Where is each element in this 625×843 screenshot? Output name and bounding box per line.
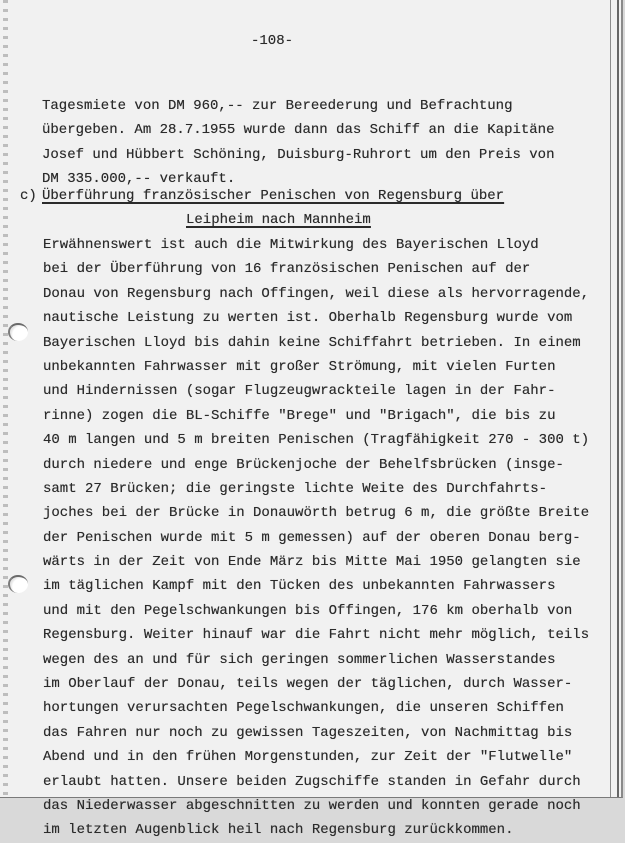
text-line: Josef und Hübbert Schöning, Duisburg-Ruhrort um den Preis von [42, 146, 555, 163]
text-line: samt 27 Brücken; die geringste lichte Weite des Durchfahrts- [43, 480, 548, 497]
text-line: rinne) zogen die BL-Schiffe "Brege" und "Brigach", die bis zu [43, 407, 556, 424]
text-line: Tagesmiete von DM 960,-- zur Bereederung und Befrachtung [42, 98, 513, 114]
section-marker: c) [20, 188, 37, 204]
text-line: DM 335.000,-- verkauft. [42, 171, 236, 188]
text-line: der Penischen wurde mit 5 m gemessen) auf der oberen Donau berg- [43, 529, 581, 546]
page-left-edge [3, 0, 8, 797]
text-line: nautische Leistung zu werten ist. Oberhalb Regensburg wurde vom [43, 310, 573, 327]
text-line: das Niederwasser abgeschnitten zu werden und konnten gerade noch [43, 797, 581, 814]
page-right-edge [617, 0, 619, 797]
text-line: übergeben. Am 28.7.1955 wurde dann das Schiff an die Kapitäne [42, 122, 555, 139]
punch-hole [8, 575, 28, 593]
paragraph-body [43, 233, 589, 843]
page-number: -108- [251, 33, 294, 49]
paragraph-intro [42, 94, 554, 192]
page-right-edge-line [610, 0, 611, 797]
text-line: Donau von Regensburg nach Offingen, weil diese als hervorragende, [43, 285, 590, 302]
text-line: und Hindernissen (sogar Flugzeugwrackteile lagen in der Fahr- [43, 383, 556, 400]
text-line: Regensburg. Weiter hinauf war die Fahrt nicht mehr möglich, teils [43, 627, 590, 644]
text-line: und mit den Pegelschwankungen bis Offingen, 176 km oberhalb von [43, 602, 573, 619]
section-heading-line-1: Überführung französischer Penischen von Regensburg über [42, 188, 505, 204]
punch-hole [8, 323, 28, 341]
text-line: hortungen verursachten Pegelschwankungen, die unseren Schiffen [43, 700, 564, 717]
text-line: im letzten Augenblick heil nach Regensburg zurückkommen. [43, 822, 514, 839]
text-line: durch niedere und enge Brückenjoche der Behelfsbrücken (insge- [43, 456, 564, 473]
text-line: im täglichen Kampf mit den Tücken des unbekannten Fahrwassers [43, 578, 556, 595]
text-line: wärts in der Zeit von Ende März bis Mitte Mai 1950 gelangten sie [43, 554, 581, 571]
text-line: joches bei der Brücke in Donauwörth betrug 6 m, die größte Breite [43, 505, 590, 522]
text-line: das Fahren nur noch zu gewissen Tageszeiten, von Nachmittag bis [43, 724, 573, 741]
text-line: unbekannten Fahrwasser mit großer Strömung, mit vielen Furten [43, 358, 556, 375]
text-line: 40 m langen und 5 m breiten Penischen (Tragfähigkeit 270 - 300 t) [43, 432, 590, 449]
section-heading-line-2: Leipheim nach Mannheim [186, 212, 371, 228]
text-line: im Oberlauf der Donau, teils wegen der täglichen, durch Wasser- [43, 676, 573, 693]
text-line: Erwähnenswert ist auch die Mitwirkung des Bayerischen Lloyd [43, 237, 539, 253]
text-line: Bayerischen Lloyd bis dahin keine Schiffahrt betrieben. In einem [43, 334, 581, 351]
text-line: erlaubt hatten. Unsere beiden Zugschiffe standen in Gefahr durch [43, 773, 581, 790]
text-line: Abend und in den frühen Morgenstunden, zur Zeit der "Flutwelle" [43, 749, 573, 766]
text-line: wegen des an und für sich geringen sommerlichen Wasserstandes [43, 651, 556, 668]
text-line: bei der Überführung von 16 französischen Penischen auf der [43, 261, 531, 278]
